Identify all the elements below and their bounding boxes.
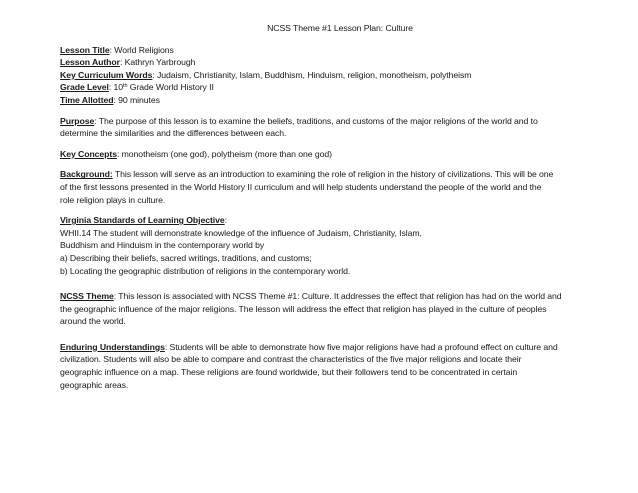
enduring-understandings-text-4: geographic areas. [60, 379, 129, 390]
standards-colon: : [224, 215, 227, 226]
grade-level-superscript: th [123, 83, 128, 90]
lesson-title-value: : World Religions [109, 44, 174, 55]
background-text-2: of the first lessons presented in the World History II curriculum and will help students understand the people of the world and the [60, 181, 542, 192]
document-title: NCSS Theme #1 Lesson Plan: Culture [267, 23, 413, 33]
standards-label: Virginia Standards of Learning Objective [60, 215, 225, 226]
enduring-understandings-label: Enduring Understandings [60, 341, 165, 352]
key-concepts-section [60, 148, 620, 161]
ncss-theme-text-2: the geographic influence of the major religions. The lesson will address the effect that religion has played in the culture of peoples [60, 303, 547, 314]
ncss-theme-text-3: around the world. [60, 316, 126, 327]
background-text: This lesson will serve as an introduction to examining the role of religion in the history of civilizations. This will be one [112, 169, 554, 180]
background-label: Background: [60, 169, 113, 180]
purpose-label: Purpose [60, 115, 95, 126]
grade-level-label: Grade Level [60, 82, 109, 93]
key-words-row [60, 69, 620, 82]
standards-text-4: b) Locating the geographic distribution of religions in the contemporary world. [60, 265, 351, 276]
grade-level-row [60, 81, 620, 94]
ncss-theme-text: : This lesson is associated with NCSS Theme #1: Culture. It addresses the effect that religion has had on the world and [113, 291, 562, 302]
key-concepts-label: Key Concepts [60, 148, 117, 159]
standards-section [60, 214, 620, 277]
grade-level-value-rest: Grade World History II [127, 82, 214, 93]
background-section [60, 168, 620, 206]
standards-text-2: Buddhism and Hinduism in the contemporary world by [60, 240, 265, 251]
enduring-understandings-text: : Students will be able to demonstrate how five major religions have had a profound effect on culture and [164, 341, 558, 352]
lesson-title-row [60, 44, 620, 57]
time-allotted-row [60, 94, 620, 107]
enduring-understandings-text-2: civilization. Students will also be able to compare and contrast the characteristics of the five major religions and locate their [60, 354, 522, 365]
enduring-understandings-section [60, 341, 620, 391]
ncss-theme-section [60, 290, 620, 328]
background-text-3: role religion plays in culture. [60, 194, 166, 205]
key-words-label: Key Curriculum Words [60, 69, 153, 80]
grade-level-value: : 10 [108, 82, 124, 93]
purpose-text-cont: determine the similarities and the differences between each. [60, 128, 287, 139]
time-allotted-label: Time Allotted [60, 94, 114, 105]
lesson-plan-page [60, 22, 620, 391]
purpose-section [60, 115, 620, 140]
enduring-understandings-text-3: geographic influence on a map. These religions are found worldwide, but their followers tend to be concentrated in certain [60, 367, 518, 378]
standards-text-1: WHII.14 The student will demonstrate knowledge of the influence of Judaism, Christianity, Islam, [60, 227, 422, 238]
lesson-title-label: Lesson Title [60, 44, 110, 55]
lesson-author-value: : Kathryn Yarbrough [119, 57, 196, 68]
key-concepts-text: : monotheism (one god), polytheism (more than one god) [116, 148, 332, 159]
lesson-author-label: Lesson Author [60, 57, 120, 68]
lesson-author-row [60, 56, 620, 69]
ncss-theme-label: NCSS Theme [60, 291, 114, 302]
time-allotted-value: : 90 minutes [113, 94, 160, 105]
key-words-value: : Judaism, Christianity, Islam, Buddhism, Hinduism, religion, monotheism, polytheism [152, 69, 472, 80]
standards-text-3: a) Describing their beliefs, sacred writings, traditions, and customs; [60, 252, 312, 263]
purpose-text: : The purpose of this lesson is to examine the beliefs, traditions, and customs of the major religions of the world and to [94, 115, 538, 126]
